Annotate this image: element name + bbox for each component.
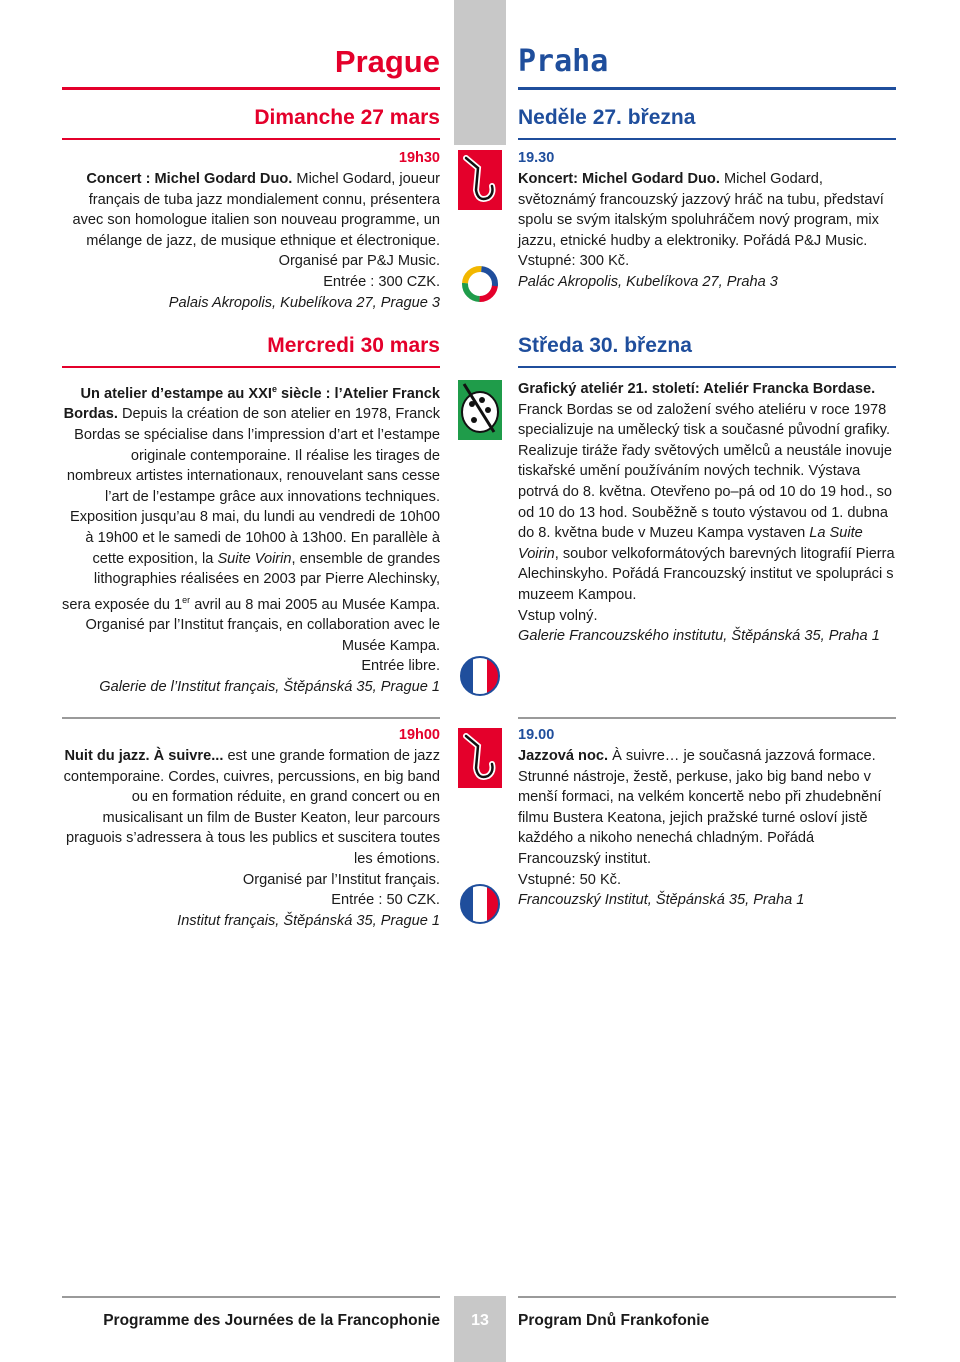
event-1-cz: [518, 150, 896, 293]
event-text: , ensemble de grandes lithographies réalisées en 2003 par Pierre Alechinsky, sera exposée du 1: [62, 550, 440, 613]
event-venue: Galerie Francouzského institutu, Štěpánská 35, Praha 1: [518, 628, 880, 645]
event-venue: Francouzský Institut, Štěpánská 35, Praha 1: [518, 892, 805, 909]
event-2-fr: [62, 379, 440, 698]
event-venue: Galerie de l’Institut français, Štěpánská 35, Prague 1: [99, 679, 440, 696]
day-rule-cz-2: [518, 366, 896, 368]
palette-icon: [458, 380, 502, 440]
event-description: [62, 169, 440, 313]
event-text: Depuis la création de son atelier en 1978, Franck Bordas se spécialise dans l’impression d’art et l’estampe originale contemporaine. Il réalise les tirages de nombreux artistes internationaux, renouvelant sans cesse l’art de l’estampe grâce aux innovations techniques. Exposition jusqu’au 8 mai, du lundi au vendredi de 10h00 à 19h00 et le samedi de 10h00 à 13h00. En parallèle à cette exposition, la: [66, 406, 440, 567]
header-rule-cz: [518, 87, 896, 90]
event-text: Michel Godard, světoznámý francouzský jazzový hráč na tubu, představí spolu se svým italským spoluhráčem nový program, mix jazzu, etnické hudby a elektroniky. Pořádá P&J Music.: [518, 171, 884, 249]
page-number: 13: [471, 1312, 489, 1329]
day-heading-cz-1: Neděle 27. března: [518, 106, 696, 129]
event-text: avril au 8 mai 2005 au Musée Kampa. Organisé par l’Institut français, en collaboration avec le Musée Kampa.: [85, 596, 440, 654]
event-text: est une grande formation de jazz contemporaine. Cordes, cuivres, percussions, en big band ou en formation réduite, en grand concert ou en musicalisant un film de Buster Keaton, leur parcours praguois s’adressera à tous les publics et suscitera toutes les émotions.: [63, 748, 440, 867]
event-description: [62, 746, 440, 931]
day-heading-fr-1: Dimanche 27 mars: [254, 106, 440, 129]
day-rule-cz-1: [518, 138, 896, 140]
colour-wheel-icon: [458, 262, 502, 306]
event-venue: Institut français, Štěpánská 35, Prague 1: [177, 912, 440, 929]
event-time: 19.00: [518, 727, 555, 743]
event-time: 19h30: [398, 150, 440, 166]
city-title-cz: Praha: [518, 44, 609, 79]
event-entry: Vstupné: 50 Kč.: [518, 871, 622, 888]
french-flag-icon: [458, 654, 502, 698]
event-title: Concert : Michel Godard Duo.: [86, 171, 293, 187]
center-strip-top: [454, 0, 506, 145]
event-text: Michel Godard, joueur français de tuba jazz mondialement connu, présentera avec son homologue italien son nouveau programme, un mélange de jazz, de musique ethnique et électronique. Organisé par P&J Music.: [72, 171, 440, 270]
day-heading-cz-2: Středa 30. března: [518, 334, 692, 357]
event-entry: Entrée : 300 CZK.: [323, 273, 440, 290]
saxophone-icon: [458, 728, 502, 788]
event-3-fr: [62, 727, 440, 931]
event-venue: Palais Akropolis, Kubelíkova 27, Prague 3: [168, 294, 440, 311]
day-heading-fr-2: Mercredi 30 mars: [267, 334, 440, 357]
city-title-fr: Prague: [334, 44, 440, 79]
event-time: 19.30: [518, 150, 555, 166]
event-description: [518, 169, 896, 293]
day-rule-fr-2: [62, 366, 440, 368]
footer-title-fr: Programme des Journées de la Francophonie: [103, 1312, 440, 1329]
event-entry: Entrée : 50 CZK.: [331, 892, 440, 909]
event-entry: Vstupné: 300 Kč.: [518, 253, 630, 270]
separator-fr: [62, 717, 440, 719]
event-organizer: Organisé par l’Institut français.: [242, 871, 440, 888]
event-text: Franck Bordas se od založení svého ateliéru v roce 1978 specializuje na umělecký tisk a současné původní grafiky. Realizuje tiráže řady světových umělců a neustále inovuje tiskařské umění používáním nových technik. Výstava potrvá do 8. května. Otevřeno po–pá od 10 do 19 hod., so od 10 do 13 hod. Souběžně s touto výstavou od 1. dubna do 8. května bude v Muzeu Kampa vystaven: [518, 401, 893, 542]
event-3-cz: [518, 727, 896, 911]
event-title-italic: La Suite Voirin: [518, 525, 863, 562]
event-text: À suivre… je současná jazzová formace. Strunné nástroje, žestě, perkuse, jako big band nebo v menší formaci, na velkém koncertě nebo při zhudebnění filmu Bustera Keatona, jejich pražské turné osloví jistě každého a nikoho nenechá chladným. Pořádá Francouzský institut.: [518, 748, 882, 867]
day-rule-fr-1: [62, 138, 440, 140]
event-title-italic: Suite Voirin: [217, 550, 292, 567]
event-1-fr: [62, 150, 440, 313]
event-venue: Palác Akropolis, Kubelíkova 27, Praha 3: [518, 273, 778, 290]
event-description: [518, 746, 896, 911]
event-title: Jazzová noc.: [518, 748, 609, 764]
event-description: [518, 379, 896, 647]
footer-rule-cz: [518, 1296, 896, 1298]
footer-rule-fr: [62, 1296, 440, 1298]
event-text-sup: er: [182, 594, 191, 605]
event-title: Grafický ateliér 21. století: Ateliér Francka Bordase.: [518, 381, 876, 397]
event-text: , soubor velkoformátových barevných litografií Pierra Alechinskyho. Pořádá Francouzský institut ve spolupráci s muzeem Kampou.: [518, 545, 895, 603]
event-title: Koncert: Michel Godard Duo.: [518, 171, 720, 187]
event-title-part: Un atelier d’estampe au XXI: [80, 385, 272, 402]
event-title-part: siècle : l’Atelier Franck Bordas.: [63, 385, 440, 423]
event-2-cz: [518, 379, 896, 647]
header-rule-fr: [62, 87, 440, 90]
event-description: [62, 379, 440, 698]
event-time: 19h00: [398, 727, 440, 743]
saxophone-icon: [458, 150, 502, 210]
event-title: Nuit du jazz. À suivre...: [64, 748, 224, 764]
footer-title-cz: Program Dnů Frankofonie: [518, 1312, 710, 1329]
french-flag-icon: [458, 882, 502, 926]
event-entry: Entrée libre.: [361, 658, 440, 675]
event-title-sup: e: [271, 384, 277, 394]
separator-cz: [518, 717, 896, 719]
event-entry: Vstup volný.: [518, 607, 598, 624]
